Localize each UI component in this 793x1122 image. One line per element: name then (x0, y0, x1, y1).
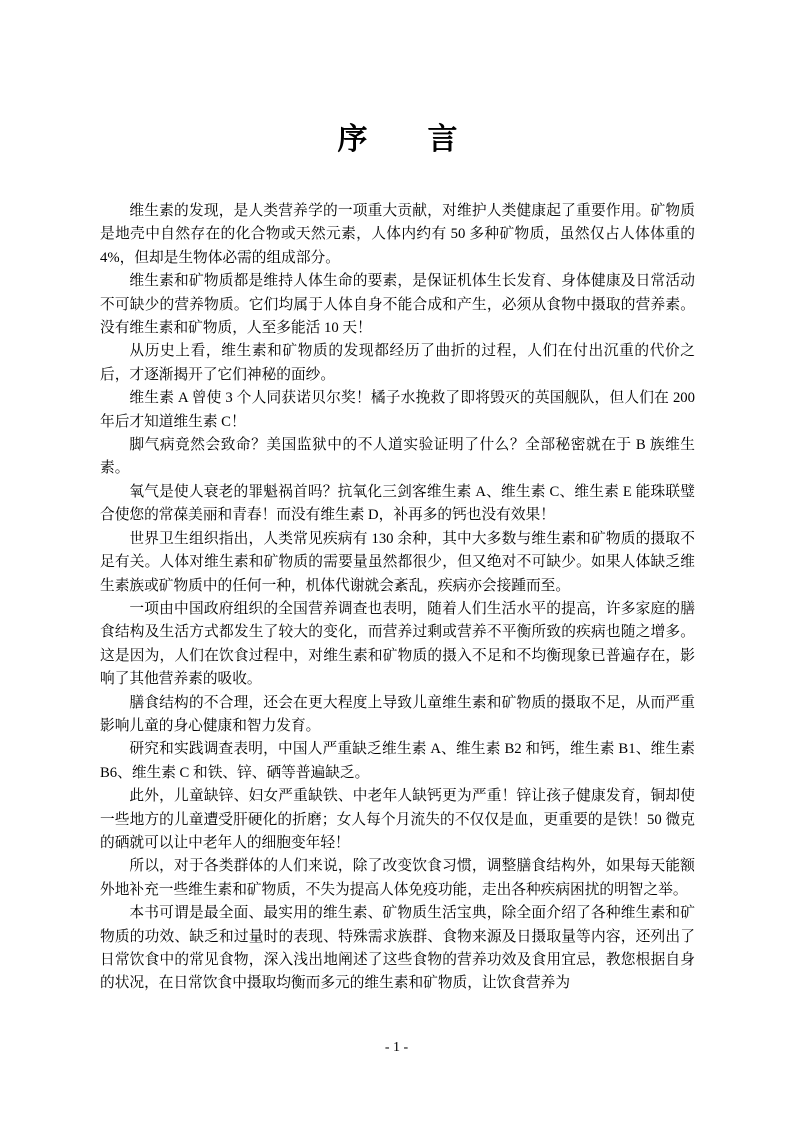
paragraph: 膳食结构的不合理，还会在更大程度上导致儿童维生素和矿物质的摄取不足，从而严重影响儿童的身心健康和智力发育。 (100, 694, 695, 734)
paragraph: 氧气是使人衰老的罪魁祸首吗？抗氧化三剑客维生素 A、维生素 C、维生素 E 能珠联璧合使您的常葆美丽和青春！而没有维生素 D，补再多的钙也没有效果！ (100, 483, 695, 524)
paragraph: 所以，对于各类群体的人们来说，除了改变饮食习惯，调整膳食结构外，如果每天能额外地补充一些维生素和矿物质，不失为提高人体免疫功能，走出各种疾病困扰的明智之举。 (100, 858, 695, 898)
paragraph: 维生素的发现，是人类营养学的一项重大贡献，对维护人类健康起了重要作用。矿物质是地壳中自然存在的化合物或天然元素，人体内约有 50 多种矿物质，虽然仅占人体体重的 4%，但却是生物体必需的组成部分。 (100, 203, 695, 266)
page-number: - 1 - (384, 1040, 409, 1055)
paragraph: 脚气病竟然会致命？美国监狱中的不人道实验证明了什么？全部秘密就在于 B 族维生素。 (100, 437, 695, 477)
paragraph: 本书可谓是最全面、最实用的维生素、矿物质生活宝典，除全面介绍了各种维生素和矿物质的功效、缺乏和过量时的表现、特殊需求族群、食物来源及日摄取量等内容，还列出了日常饮食中的常见食物，深入浅出地阐述了这些食物的营养功效及食用宜忌，教您根据自身的状况，在日常饮食中摄取均衡而多元的维生素和矿物质，让饮食营养为 (100, 905, 695, 992)
paragraph: 研究和实践调查表明，中国人严重缺乏维生素 A、维生素 B2 和钙，维生素 B1、维生素 B6、维生素 C 和铁、锌、硒等普遍缺乏。 (100, 741, 695, 781)
body-text (100, 200, 695, 996)
paragraph: 此外，儿童缺锌、妇女严重缺铁、中老年人缺钙更为严重！锌让孩子健康发育，铜却使一些地方的儿童遭受肝硬化的折磨；女人每个月流失的不仅仅是血，更重要的是铁！50 微克的硒就可以让中老年人的细胞变年轻！ (100, 788, 695, 851)
paragraph: 一项由中国政府组织的全国营养调查也表明，随着人们生活水平的提高，许多家庭的膳食结构及生活方式都发生了较大的变化，而营养过剩或营养不平衡所致的疾病也随之增多。这是因为，人们在饮食过程中，对维生素和矿物质的摄入不足和不均衡现象已普遍存在，影响了其他营养素的吸收。 (100, 600, 695, 688)
paragraph: 维生素 A 曾使 3 个人同获诺贝尔奖！橘子水挽救了即将毁灭的英国舰队，但人们在 200 年后才知道维生素 C！ (100, 390, 695, 430)
paragraph: 世界卫生组织指出，人类常见疾病有 130 余种，其中大多数与维生素和矿物质的摄取不足有关。人体对维生素和矿物质的需要量虽然都很少，但又绝对不可缺少。如果人体缺乏维生素族或矿物质中的任何一种，机体代谢就会紊乱，疾病亦会接踵而至。 (100, 530, 695, 594)
paragraph: 从历史上看，维生素和矿物质的发现都经历了曲折的过程，人们在付出沉重的代价之后，才逐渐揭开了它们神秘的面纱。 (100, 343, 695, 383)
paragraph: 维生素和矿物质都是维持人体生命的要素，是保证机体生长发育、身体健康及日常活动不可缺少的营养物质。它们均属于人体自身不能合成和产生，必须从食物中摄取的营养素。没有维生素和矿物质，人至多能活 10 天！ (100, 273, 695, 337)
page-title: 序 言 (337, 123, 458, 156)
